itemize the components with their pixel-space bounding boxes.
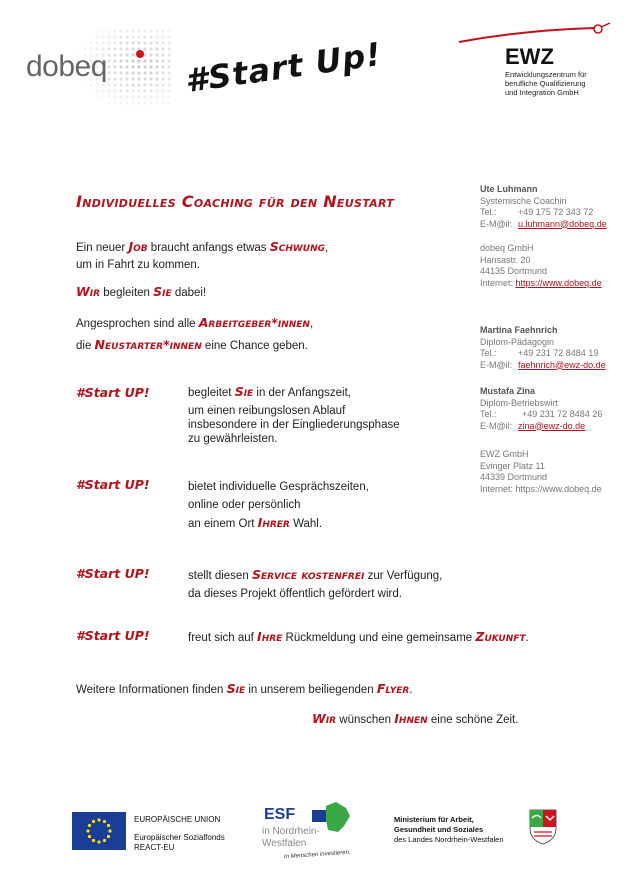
text: Wahl. [289, 518, 323, 530]
nrw-coat-of-arms [528, 808, 558, 846]
org-city: 44135 Dortmund [480, 266, 548, 276]
intro-text: , [325, 242, 329, 254]
contact-mail [480, 421, 602, 433]
ewz-line-2: berufliche Qualifizierung [505, 79, 586, 88]
text: an einem Ort [188, 518, 258, 530]
contact-name: Martina Faehnrich [480, 325, 558, 335]
block-2-text [188, 478, 369, 533]
intro-line-1 [76, 238, 328, 257]
tel-value: +49 231 72 8484 19 [518, 348, 599, 358]
dobeq-logo [22, 28, 172, 108]
emph-job: Job [128, 239, 148, 254]
emph-service: Service kostenfrei [251, 567, 365, 582]
emph-ihrer: Ihrer [257, 515, 290, 530]
block-1-line-3: insbesondere in der Eingliederungsphase [188, 419, 400, 431]
contact-martina-faehnrich [480, 325, 606, 371]
text: begleitet [188, 387, 235, 399]
intro-line-3 [76, 283, 206, 302]
block-3-text [188, 566, 442, 603]
headline: Individuelles Coaching für den Neustart [76, 192, 395, 211]
org-web [480, 278, 602, 290]
intro-text: begleiten [100, 287, 154, 299]
block-3-tag: #Start UP! [76, 566, 150, 581]
contact-role: Diplom-Betriebswirt [480, 397, 559, 408]
block-1-tag: #Start UP! [76, 385, 150, 400]
intro-text: dabei! [171, 287, 207, 299]
contact-mail [480, 219, 607, 231]
block-2-line-3 [188, 514, 369, 533]
block-4-tag: #Start UP! [76, 628, 150, 643]
emph-flyer: Flyer [376, 681, 410, 696]
mail-link[interactable]: u.luhmann@dobeq.de [518, 218, 607, 229]
contact-name: Ute Luhmann [480, 184, 538, 194]
ewz-logo [455, 20, 615, 110]
ewz-line-3: und Integration GmbH [505, 88, 579, 97]
ministry-line-3: des Landes Nordrhein-Westfalen [394, 835, 504, 844]
intro-line-2: um in Fahrt zu kommen. [76, 259, 200, 271]
tel-value: +49 231 72 8484 26 [522, 409, 603, 419]
label: E-M@il: [480, 218, 513, 229]
contact-ewz [480, 449, 602, 495]
eu-line-3: REACT-EU [134, 843, 175, 852]
contact-tel [480, 207, 607, 219]
block-1-line-4: zu gewährleisten. [188, 433, 278, 445]
emph-wir: Wir [312, 711, 337, 726]
eu-stars-icon [72, 812, 126, 850]
emph-sie: Sie [153, 284, 172, 299]
text: stellt diesen [188, 570, 252, 582]
intro-text: die [76, 340, 95, 352]
esf-sub-1: in Nordrhein- [262, 826, 320, 837]
web-text: https://www.dobeq.de [515, 483, 602, 494]
ewz-fullname [505, 70, 587, 97]
eu-line-2: Europäischer Sozialfonds [134, 833, 225, 842]
emph-ihre: Ihre [257, 629, 283, 644]
block-4-text [188, 628, 529, 647]
esf-wordmark: ESF [264, 806, 296, 823]
ministry-line-1: Ministerium für Arbeit, [394, 815, 474, 824]
text: . [525, 632, 529, 644]
label: Tel.: [480, 348, 497, 358]
emph-sie: Sie [234, 384, 254, 399]
text: . [409, 684, 413, 696]
text: in der Anfangszeit, [253, 387, 351, 399]
slogan: #Start Up! [182, 34, 384, 101]
ministry-line-2: Gesundheit und Soziales [394, 825, 484, 834]
block-2-line-2: online oder persönlich [188, 499, 301, 511]
esf-tagline: In Menschen investieren. [283, 849, 351, 861]
ewz-wordmark: EWZ [505, 44, 554, 69]
esf-sub-2: Westfalen [262, 838, 307, 849]
closing-line-1 [76, 680, 413, 699]
closing-line-2 [312, 710, 518, 729]
contact-dobeq [480, 243, 602, 289]
mail-link[interactable]: zina@ewz-do.de [518, 420, 586, 431]
contact-mustafa-zina [480, 386, 602, 432]
intro-text: braucht anfangs etwas [147, 242, 270, 254]
contact-name: Mustafa Zina [480, 386, 536, 396]
contact-role: Diplom-Pädagogin [480, 336, 555, 347]
block-2-line-1: bietet individuelle Gesprächszeiten, [188, 481, 369, 493]
text: zur Verfügung, [364, 570, 443, 582]
org-street: Hansastr. 20 [480, 254, 531, 265]
nrw-shield-icon [528, 808, 558, 846]
emph-zukunft: Zukunft [475, 629, 526, 644]
contact-tel [480, 409, 602, 421]
label: Internet: [480, 483, 514, 494]
intro-line-5 [76, 336, 308, 355]
esf-logo [258, 800, 370, 870]
block-2-tag: #Start UP! [76, 477, 150, 492]
ewz-line-1: Entwicklungszentrum für [505, 70, 587, 79]
dobeq-wordmark: dobeq [26, 50, 107, 83]
contact-mail [480, 360, 606, 372]
text: freut sich auf [188, 632, 258, 644]
intro-text: eine Chance geben. [201, 340, 308, 352]
text: in unserem beiliegenden [245, 684, 377, 696]
label: Internet: [480, 277, 514, 288]
contact-tel [480, 348, 606, 360]
emph-ihnen: Ihnen [394, 711, 428, 726]
emph-schwung: Schwung [269, 239, 326, 254]
tel-value: +49 175 72 343 72 [518, 207, 594, 217]
ministry-text [394, 815, 504, 845]
text: Weitere Informationen finden [76, 684, 227, 696]
emph-wir: Wir [76, 284, 101, 299]
text: eine schöne Zeit. [427, 714, 519, 726]
web-link[interactable]: https://www.dobeq.de [515, 277, 602, 288]
org-name: dobeq GmbH [480, 243, 534, 253]
emph-sie: Sie [226, 681, 246, 696]
block-3-line-2: da dieses Projekt öffentlich gefördert wird. [188, 588, 402, 600]
intro-text: , [309, 318, 314, 330]
intro-line-4 [76, 314, 313, 333]
eu-text [134, 815, 225, 853]
org-street: Evinger Platz 11 [480, 460, 545, 471]
block-3-line-1 [188, 566, 442, 585]
mail-link[interactable]: faehnrich@ewz-do.de [518, 359, 606, 370]
block-1-text [188, 385, 400, 446]
text: wünschen [336, 714, 395, 726]
intro-text: Ein neuer [76, 242, 129, 254]
contact-ute-luhmann [480, 184, 607, 230]
eu-flag [72, 812, 126, 850]
org-city: 44339 Dortmund [480, 472, 548, 482]
text: Rückmeldung und eine gemeinsame [282, 632, 476, 644]
block-1-line-2: um einen reibungslosen Ablauf [188, 405, 346, 417]
intro-text: Angesprochen sind alle [76, 318, 199, 330]
emph-arbeitgeber: Arbeitgeber*innen [198, 315, 310, 330]
block-1-line-1 [188, 385, 400, 400]
emph-neustarter: Neustarter*innen [94, 337, 202, 352]
label: Tel.: [480, 409, 497, 419]
org-name: EWZ GmbH [480, 449, 529, 459]
org-web [480, 484, 602, 496]
contact-role: Systemische Coachin [480, 195, 567, 206]
label: E-M@il: [480, 359, 513, 370]
eu-line-1: EUROPÄISCHE UNION [134, 815, 221, 824]
label: Tel.: [480, 207, 497, 217]
label: E-M@il: [480, 420, 513, 431]
